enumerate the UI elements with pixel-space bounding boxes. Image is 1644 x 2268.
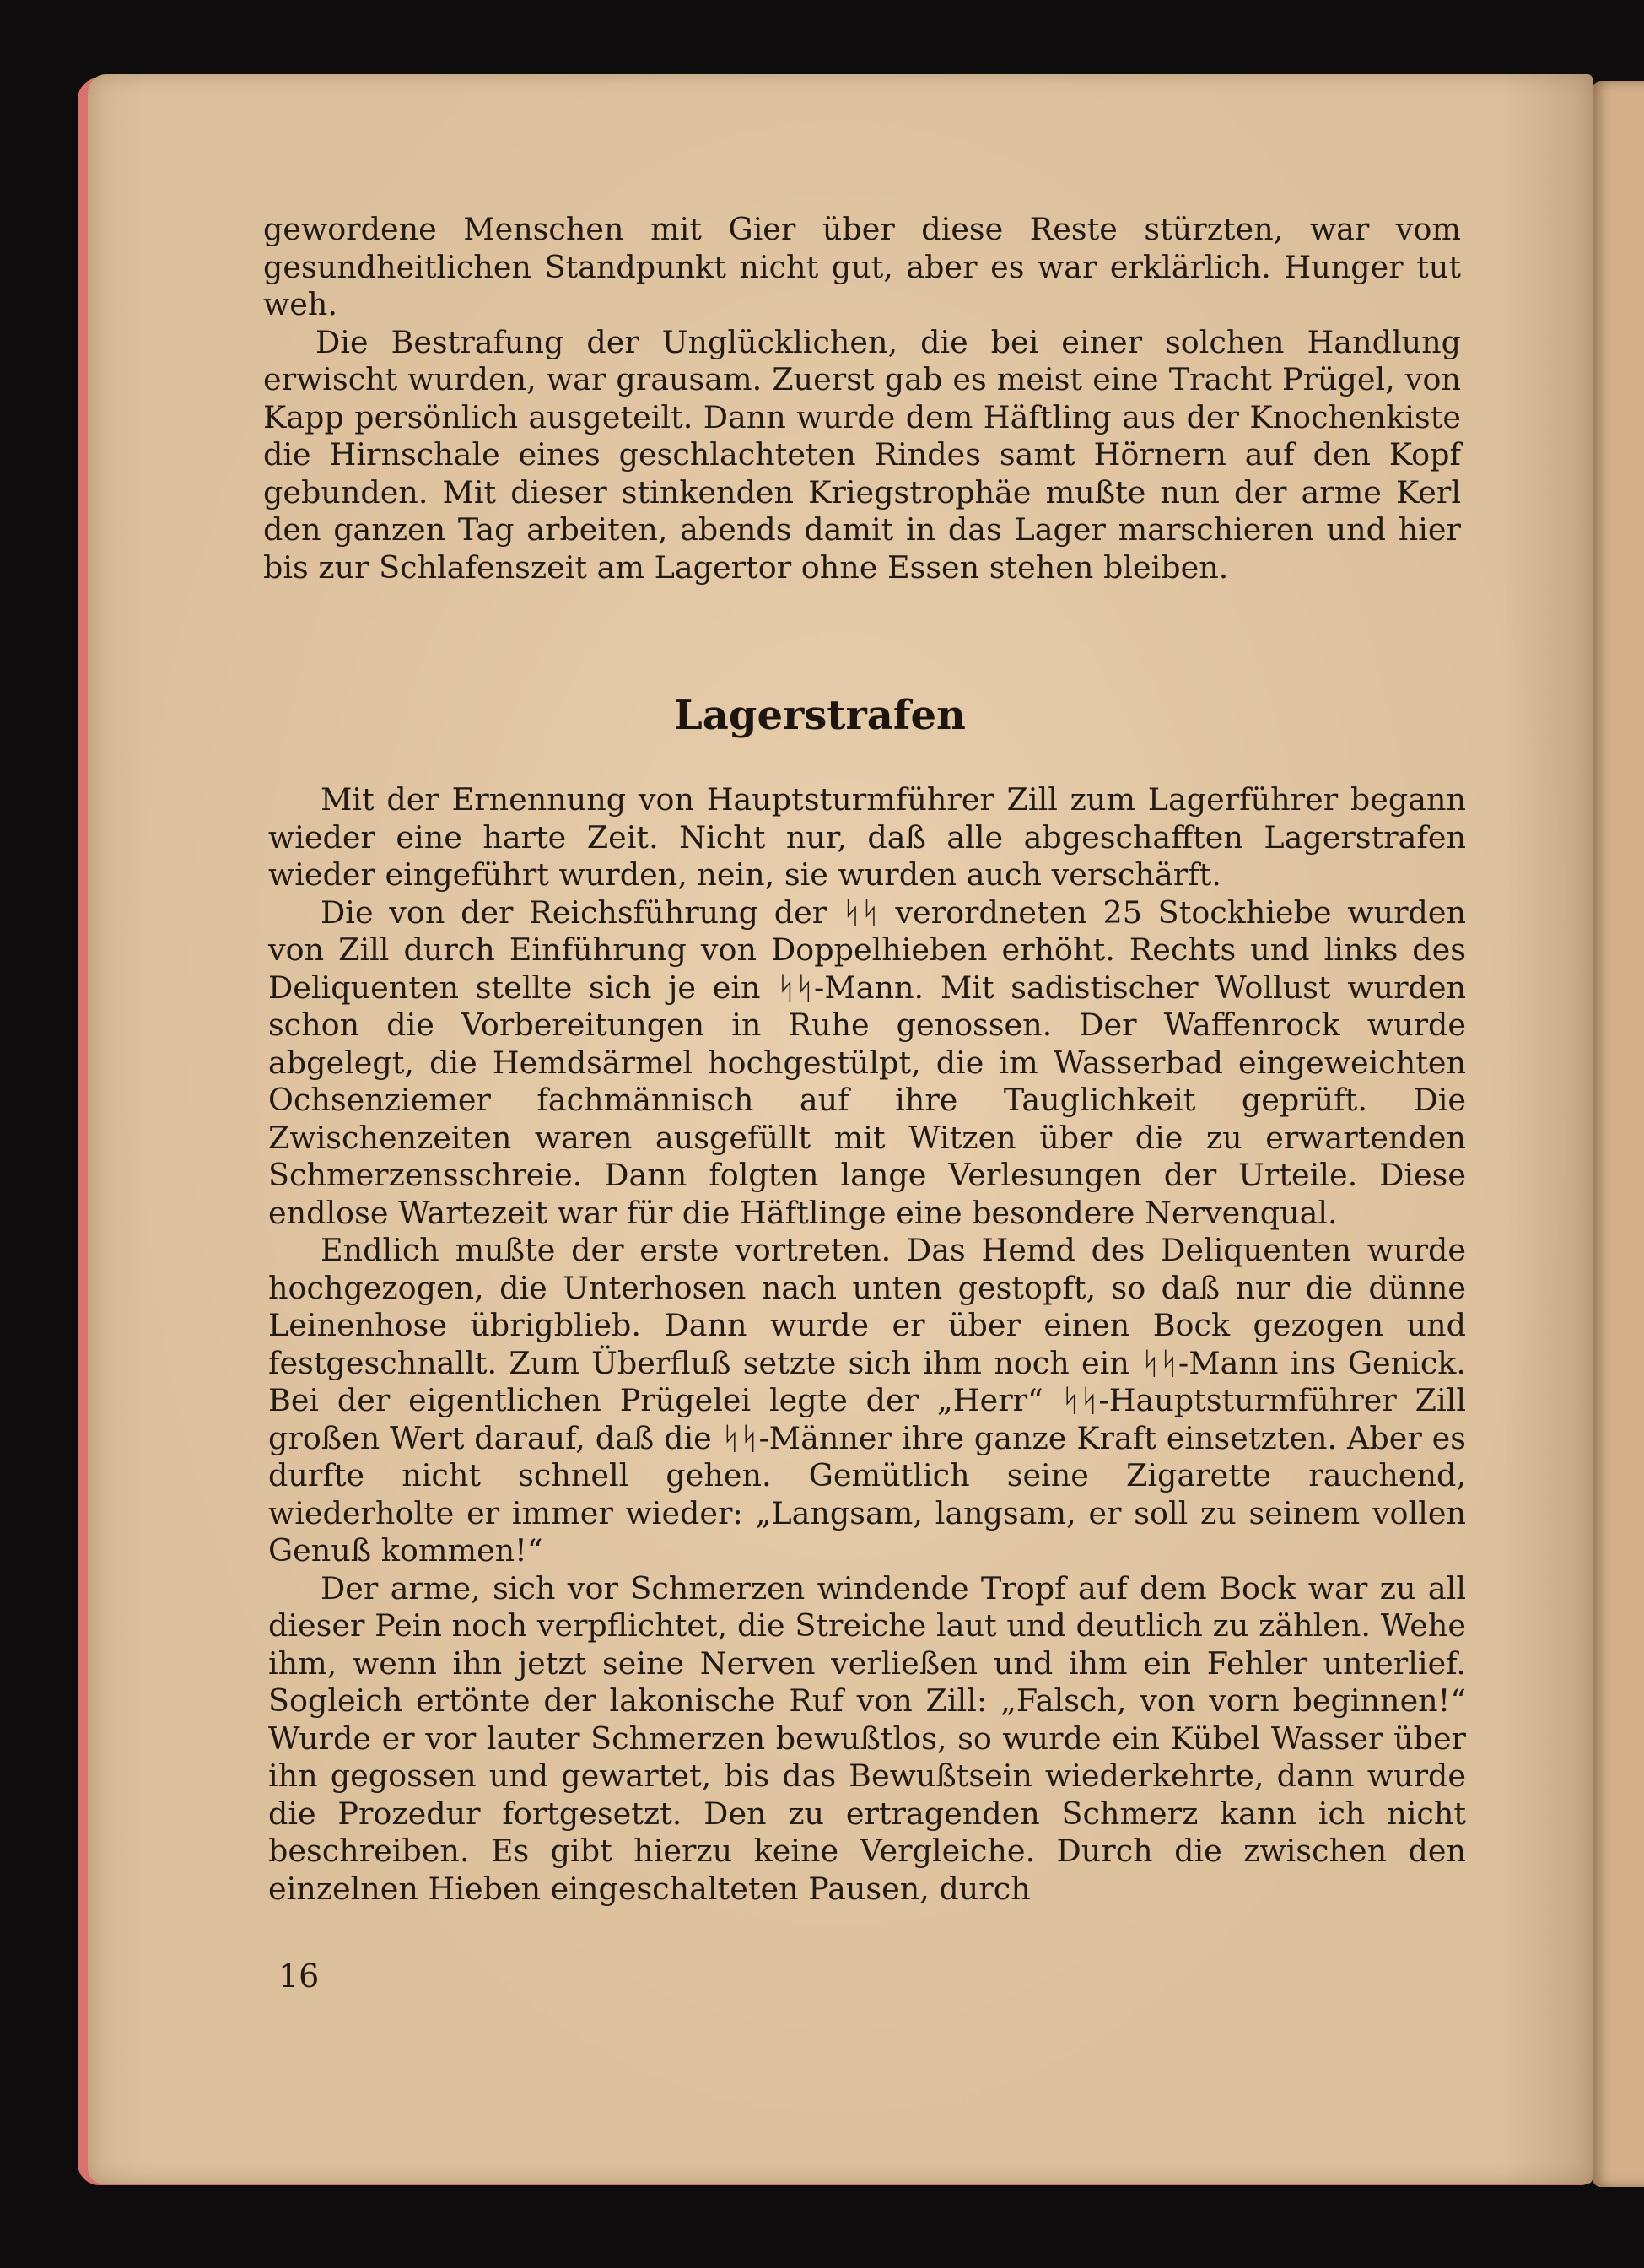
paragraph: Die Bestrafung der Unglücklichen, die bei einer solchen Handlung erwischt wurden, war grausam. Zuerst gab es meist eine Tracht Prügel, von Kapp persönlich ausgeteilt. Dann wurde dem Häftling aus der Knochenkiste die Hirnschale eines geschlachteten Rindes samt Hörnern auf den Kopf gebunden. Mit dieser stinkenden Kriegstrophäe mußte nun der arme Kerl den ganzen Tag arbeiten, abends damit in das Lager marschieren und hier bis zur Schlafenszeit am Lagertor ohne Essen stehen bleiben.	[263, 323, 1461, 586]
paragraph-continued: gewordene Menschen mit Gier über diese Reste stürzten, war vom gesundheitlichen Standpunkt nicht gut, aber es war erklärlich. Hunger tut weh.	[263, 211, 1461, 322]
paragraph: Mit der Ernennung von Hauptsturmführer Zill zum Lagerführer begann wieder eine harte Zeit. Nicht nur, daß alle abgeschafften Lagerstrafen wieder eingeführt wurden, nein, sie wurden auch verschärft.	[268, 781, 1466, 893]
paragraph: Endlich mußte der erste vortreten. Das Hemd des Deliquenten wurde hochgezogen, die Unterhosen nach unten gestopft, so daß nur die dünne Leinenhose übrigblieb. Dann wurde er über einen Bock gezogen und festgeschnallt. Zum Überfluß setzte sich ihm noch ein ᛋᛋ-Mann ins Genick. Bei der eigentlichen Prügelei legte der „Herr“ ᛋᛋ-Hauptsturmführer Zill großen Wert darauf, daß die ᛋᛋ-Männer ihre ganze Kraft einsetzten. Aber es durfte nicht schnell gehen. Gemütlich seine Zigarette rauchend, wiederholte er immer wieder: „Langsam, langsam, er soll zu seinem vollen Genuß kommen!“	[268, 1232, 1466, 1569]
page-number: 16	[278, 1958, 320, 1995]
section-heading: Lagerstrafen	[674, 692, 966, 739]
adjacent-page-edge	[1593, 81, 1644, 2187]
paragraph: Der arme, sich vor Schmerzen windende Tropf auf dem Bock war zu all dieser Pein noch verpflichtet, die Streiche laut und deutlich zu zählen. Wehe ihm, wenn ihn jetzt seine Nerven verließen und ihm ein Fehler unterlief. Sogleich ertönte der lakonische Ruf von Zill: „Falsch, von vorn beginnen!“ Wurde er vor lauter Schmerzen bewußtlos, so wurde ein Kübel Wasser über ihn gegossen und gewartet, bis das Bewußtsein wiederkehrte, dann wurde die Prozedur fortgesetzt. Den zu ertragenden Schmerz kann ich nicht beschreiben. Es gibt hierzu keine Vergleiche. Durch die zwischen den einzelnen Hieben eingeschalteten Pausen, durch	[268, 1569, 1466, 1907]
bottom-text-block	[268, 781, 1466, 1908]
paragraph: Die von der Reichsführung der ᛋᛋ verordneten 25 Stockhiebe wurden von Zill durch Einführung von Doppelhieben erhöht. Rechts und links des Deliquenten stellte sich je ein ᛋᛋ-Mann. Mit sadistischer Wollust wurden schon die Vorbereitungen in Ruhe genossen. Der Waffenrock wurde abgelegt, die Hemdsärmel hochgestülpt, die im Wasserbad eingeweichten Ochsenziemer fachmännisch auf ihre Tauglichkeit geprüft. Die Zwischenzeiten waren ausgefüllt mit Witzen über die zu erwartenden Schmerzensschreie. Dann folgten lange Verlesungen der Urteile. Diese endlose Wartezeit war für die Häftlinge eine besondere Nervenqual.	[268, 894, 1466, 1231]
top-text-block	[263, 211, 1461, 586]
